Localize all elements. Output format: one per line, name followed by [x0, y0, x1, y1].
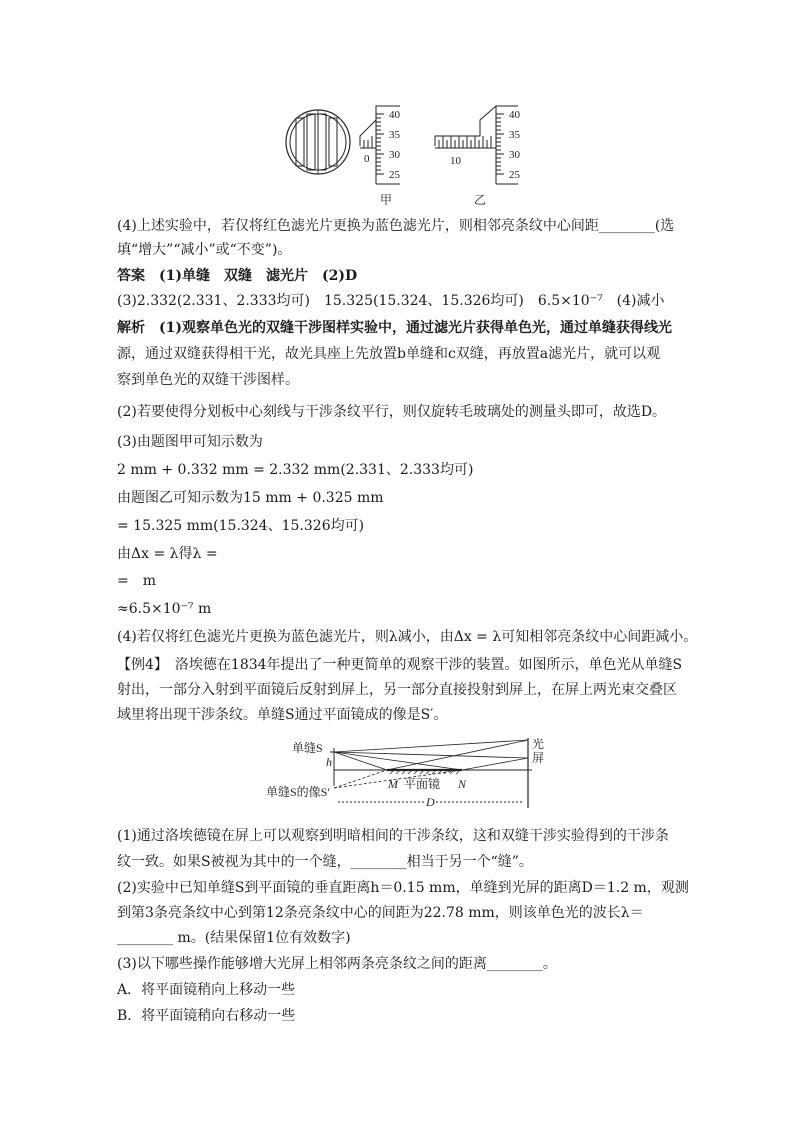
- image-label: 单缝S的像S′: [266, 785, 330, 799]
- slit-label: 单缝S: [292, 741, 323, 755]
- screen-label-2: 屏: [532, 751, 545, 765]
- q4-line-1: (4)上述实验中，若仅将红色滤光片更换为蓝色滤光片，则相邻亮条纹中心间距________(选: [117, 218, 675, 234]
- scale-label: 30: [389, 149, 400, 161]
- h-label: h: [326, 755, 332, 769]
- q4-line-2: 填“增大”“减小”或“不变”)。: [117, 242, 292, 258]
- screen-label-1: 光: [532, 737, 545, 751]
- fringe-pattern: [286, 110, 350, 174]
- scale-label: 35: [389, 129, 400, 141]
- q1-line-1: (1)通过洛埃德镜在屏上可以观察到明暗相间的干涉条纹，这和双缝干涉实验得到的干涉条: [117, 828, 669, 844]
- main-scale-label: 10: [450, 155, 461, 167]
- scale-label: 40: [389, 109, 400, 121]
- d-label: D: [426, 795, 435, 809]
- q2-line-2: 到第3条亮条纹中心到第12条亮条纹中心的间距为22.78 mm，则该单色光的波长λ＝: [117, 905, 644, 921]
- scale-label: 25: [389, 169, 400, 181]
- micrometer-left: [360, 106, 401, 207]
- q2-line-3: ________ m。(结果保留1位有效数字): [117, 930, 351, 946]
- analysis-line-1: 解析 (1)观察单色光的双缝干涉图样实验中，通过滤光片获得单色光，通过单缝获得线光: [117, 320, 672, 336]
- analysis-line-11: ≈6.5×10⁻⁷ m: [117, 601, 212, 617]
- scale-label: 30: [509, 149, 520, 161]
- analysis-line-4: (2)若要使得分划板中心刻线与干涉条纹平行，则仅旋转毛玻璃处的测量头即可，故选D。: [117, 404, 667, 420]
- q3-line: (3)以下哪些操作能够增大光屏上相邻两条亮条纹之间的距离________。: [117, 956, 557, 972]
- micrometer-figure: [280, 96, 540, 211]
- analysis-line-9: 由Δx = λ得λ =: [117, 546, 218, 562]
- analysis-line-6: 2 mm + 0.332 mm = 2.332 mm(2.331、2.333均可): [117, 462, 474, 478]
- n-label: N: [458, 777, 467, 791]
- scale-label: 40: [509, 109, 520, 121]
- analysis-line-8: = 15.325 mm(15.324、15.326均可): [117, 518, 365, 534]
- analysis-line-5: (3)由题图甲可知示数为: [117, 434, 263, 450]
- micrometer-right: [435, 106, 521, 207]
- q2-line-1: (2)实验中已知单缝S到平面镜的垂直距离h＝0.15 mm，单缝到光屏的距离D＝1.2 m，观测: [117, 880, 689, 896]
- scale-label: 35: [509, 129, 520, 141]
- caption-left: 甲: [380, 193, 393, 207]
- example-line-3: 域里将出现干涉条纹。单缝S通过平面镜成的像是S′。: [117, 707, 448, 723]
- analysis-line-2: 源，通过双缝获得相干光，故光具座上先放置b单缝和c双缝，再放置a滤光片，就可以观: [117, 346, 661, 362]
- option-a: A．将平面镜稍向上移动一些: [117, 982, 296, 998]
- example-line-2: 射出，一部分入射到平面镜后反射到屏上，另一部分直接投射到屏上，在屏上两光束交叠区: [117, 682, 677, 698]
- mirror-label: 平面镜: [404, 777, 441, 791]
- answer-line-1: 答案 (1)单缝 双缝 滤光片 (2)D: [117, 268, 358, 284]
- analysis-line-7: 由题图乙可知示数为15 mm + 0.325 mm: [117, 490, 384, 506]
- example-line-1: 【例4】 洛埃德在1834年提出了一种更简单的观察干涉的装置。如图所示，单色光从单缝S: [117, 657, 683, 673]
- scale-label: 25: [509, 169, 520, 181]
- m-label: M: [388, 777, 398, 791]
- caption-right: 乙: [474, 193, 487, 207]
- answer-line-2: (3)2.332(2.331、2.333均可) 15.325(15.324、15.326均可) 6.5×10⁻⁷ (4)减小: [117, 293, 665, 309]
- lloyd-mirror-figure: [262, 736, 552, 814]
- analysis-line-10: = m: [117, 573, 157, 589]
- q1-line-2: 纹一致。如果S被视为其中的一个缝，________相当于另一个“缝”。: [117, 854, 533, 870]
- main-scale-label: 0: [364, 153, 370, 165]
- analysis-line-12: (4)若仅将红色滤光片更换为蓝色滤光片，则λ减小，由Δx = λ可知相邻亮条纹中心间距减小。: [117, 629, 698, 645]
- analysis-line-3: 察到单色光的双缝干涉图样。: [117, 372, 299, 388]
- option-b: B．将平面镜稍向右移动一些: [117, 1008, 296, 1024]
